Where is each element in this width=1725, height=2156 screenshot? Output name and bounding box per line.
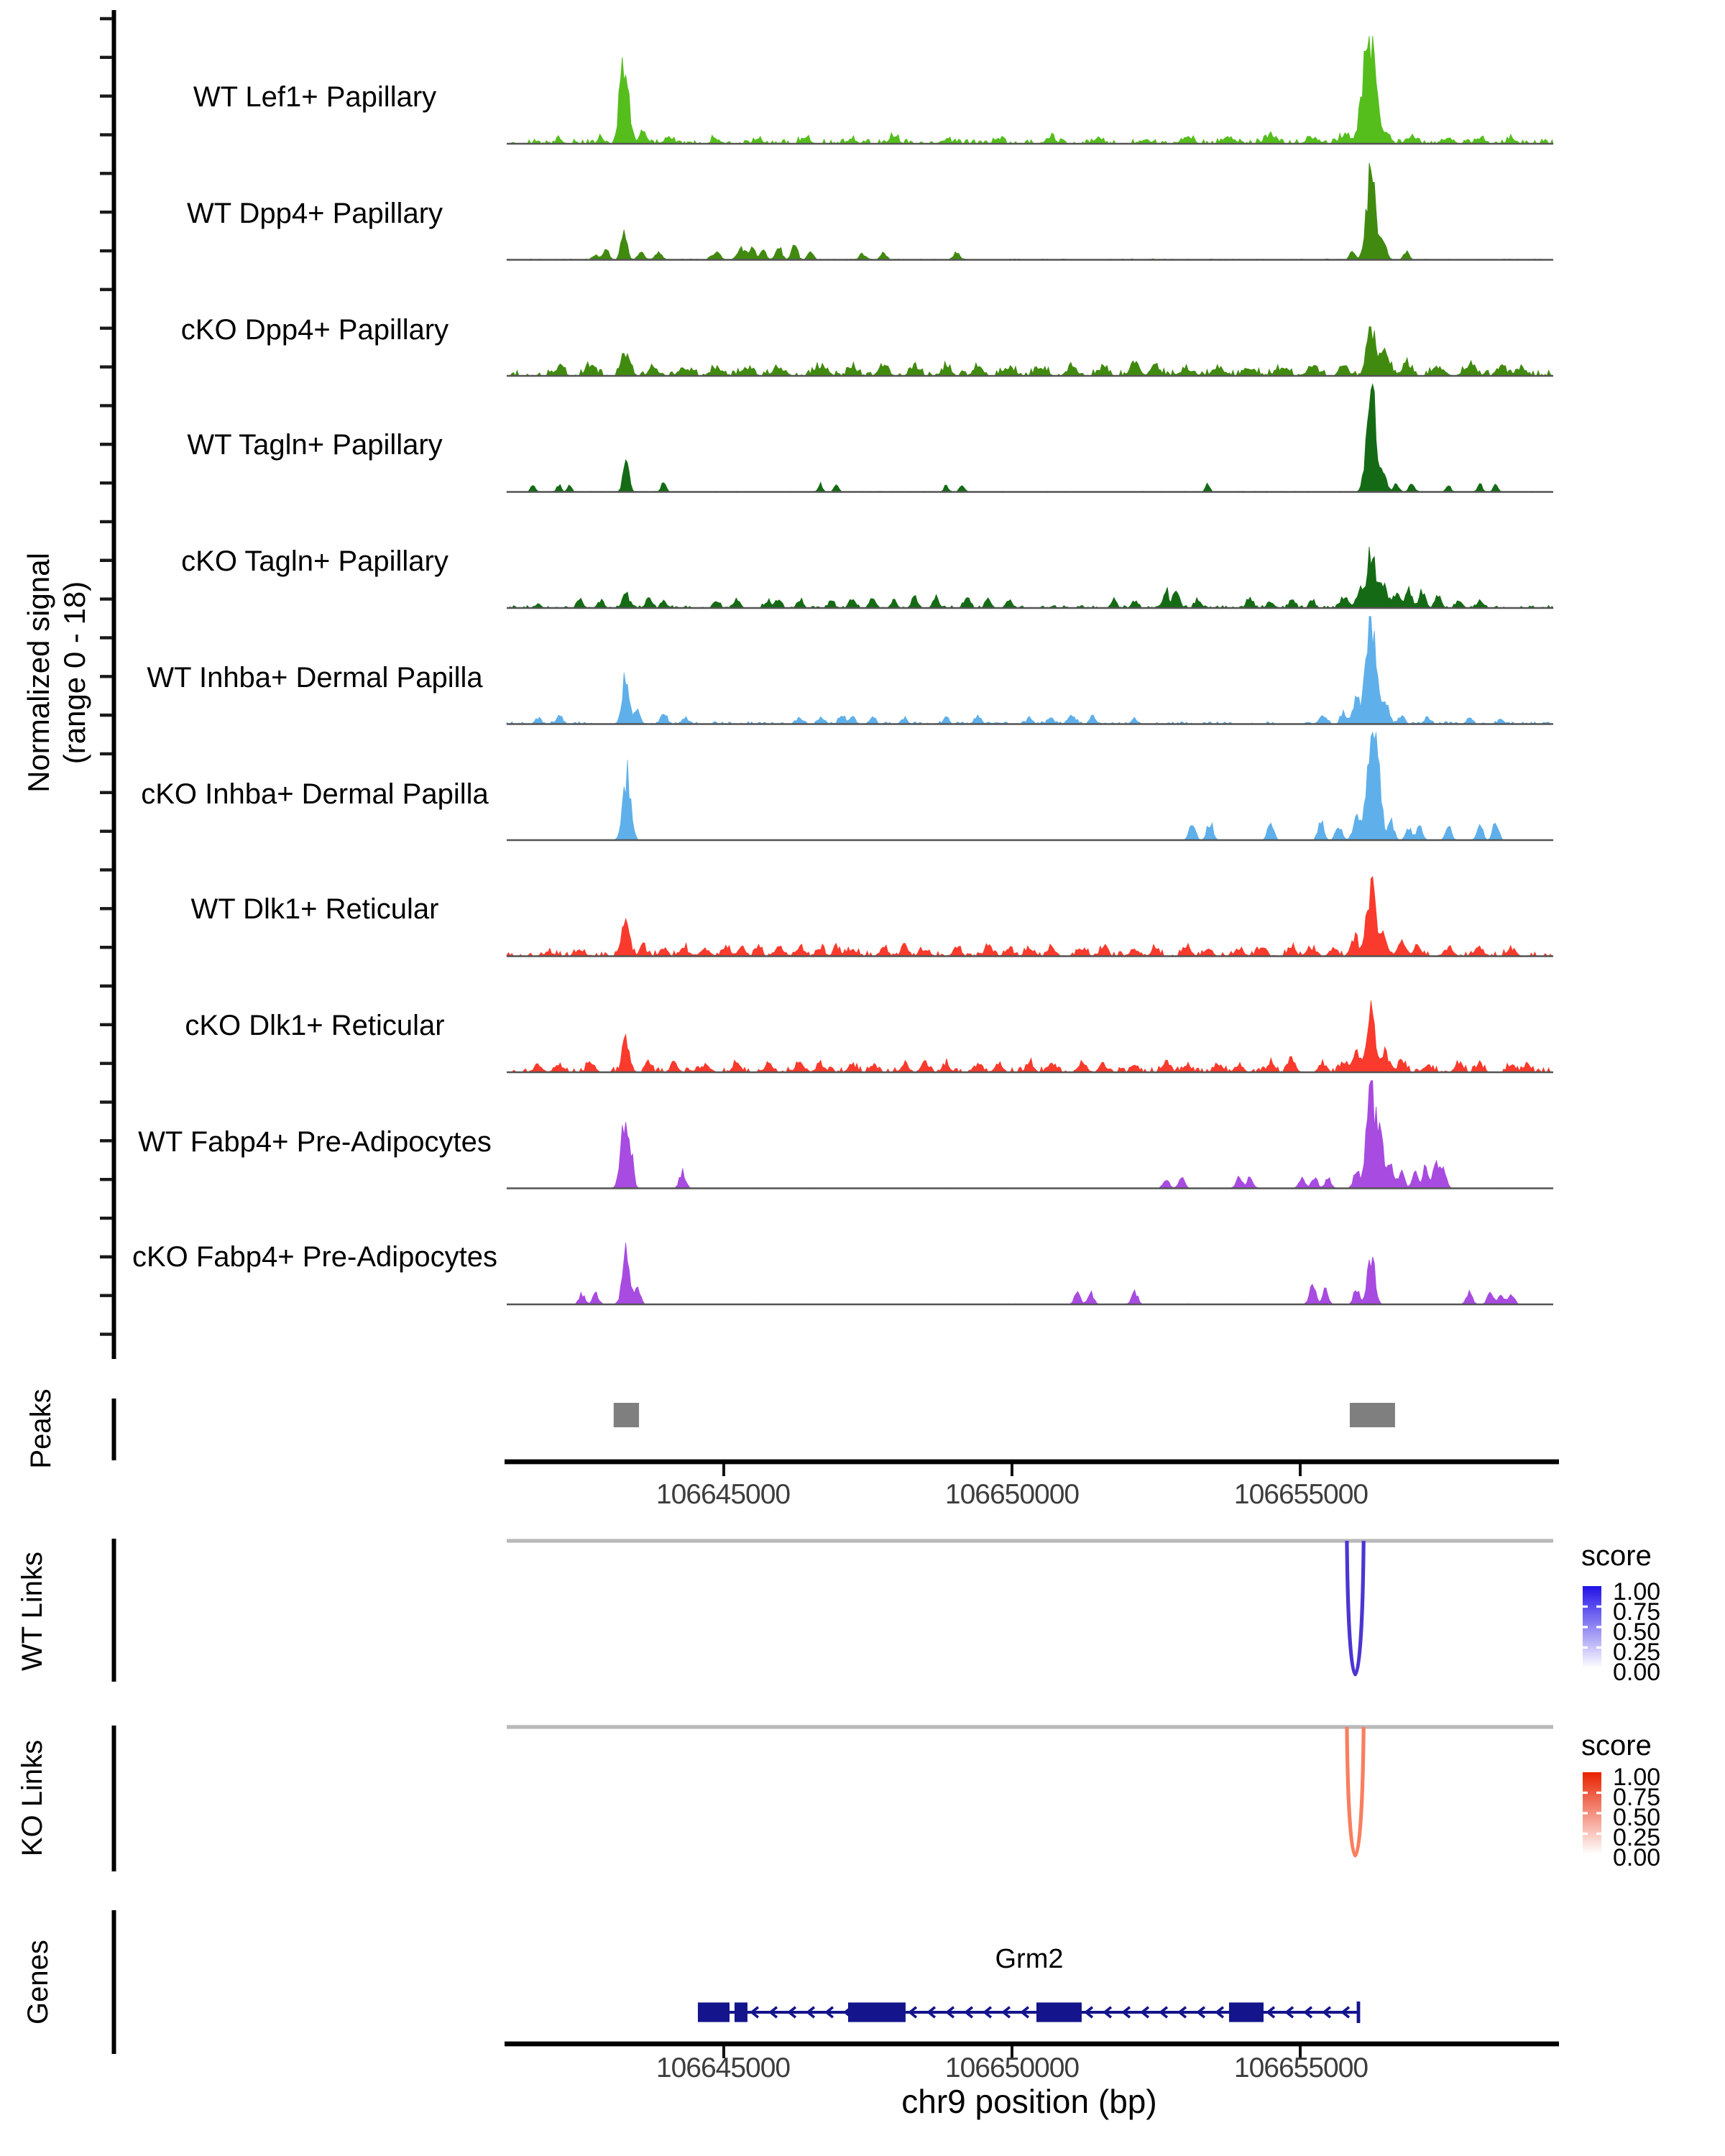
y-axis-label-line1: Normalized signal (23, 553, 56, 793)
track-label-cko-tagln: cKO Tagln+ Papillary (181, 546, 448, 578)
row-label-peaks: Peaks (26, 1388, 58, 1469)
wt-score-tick-050: 0.50 (1613, 1618, 1661, 1646)
track-label-wt-inhba: WT Inhba+ Dermal Papilla (147, 663, 483, 694)
ko-score-tick-025: 0.25 (1613, 1824, 1661, 1851)
peak-interval-1 (1350, 1403, 1395, 1427)
coverage-track-7 (507, 877, 1553, 957)
row-label-ko-links: KO Links (17, 1739, 49, 1857)
track-label-cko-fabp4: cKO Fabp4+ Pre-Adipocytes (132, 1242, 497, 1273)
row-label-wt-links: WT Links (17, 1552, 49, 1671)
x-tick-2-axis2: 106650000 (944, 2053, 1080, 2084)
x-axis-upper (505, 1462, 1559, 1476)
x-axis-title: chr9 position (bp) (901, 2083, 1157, 2120)
gene-exon-4 (1229, 2002, 1264, 2022)
coverage-track-9 (507, 1081, 1553, 1189)
track-label-cko-dpp4: cKO Dpp4+ Papillary (180, 315, 449, 346)
gene-exon-3 (1036, 2002, 1082, 2022)
coverage-track-8 (507, 1000, 1553, 1072)
ko-score-tick-100: 1.00 (1613, 1764, 1661, 1791)
coverage-track-5 (507, 617, 1553, 724)
track-label-cko-dlk1: cKO Dlk1+ Reticular (185, 1010, 445, 1042)
coverage-track-2 (507, 327, 1553, 376)
track-label-wt-lef1: WT Lef1+ Papillary (193, 82, 437, 114)
ko-score-legend-title: score (1581, 1731, 1652, 1762)
coverage-track-0 (507, 36, 1553, 144)
coverage-track-6 (507, 732, 1553, 840)
peaks-row (114, 1399, 1395, 1460)
coverage-track-4 (507, 547, 1553, 608)
x-tick-1-axis1: 106645000 (656, 1479, 791, 1511)
ko-score-gradient-bar (1583, 1772, 1601, 1854)
track-label-wt-fabp4: WT Fabp4+ Pre-Adipocytes (138, 1127, 492, 1158)
gene-model-grm2 (114, 1910, 1358, 2054)
wt-score-tick-025: 0.25 (1613, 1639, 1661, 1666)
x-tick-3-axis2: 106655000 (1233, 2053, 1368, 2084)
coverage-track-10 (507, 1243, 1553, 1304)
x-tick-3-axis1: 106655000 (1233, 1479, 1368, 1511)
ko-score-tick-000: 0.00 (1613, 1844, 1661, 1871)
peak-interval-0 (614, 1403, 639, 1427)
track-label-wt-tagln: WT Tagln+ Papillary (187, 430, 443, 461)
ko-score-tick-050: 0.50 (1613, 1804, 1661, 1831)
wt-links-panel (114, 1539, 1554, 1682)
track-label-wt-dlk1: WT Dlk1+ Reticular (190, 894, 439, 926)
wt-score-tick-000: 0.00 (1613, 1659, 1661, 1686)
x-tick-1-axis2: 106645000 (656, 2053, 791, 2084)
y-axis-label-line2: (range 0 - 18) (59, 581, 92, 765)
track-label-cko-inhba: cKO Inhba+ Dermal Papilla (141, 779, 489, 811)
wt-links-panel-arc (1347, 1541, 1363, 1674)
ko-score-tick-075: 0.75 (1613, 1784, 1661, 1811)
ko-links-panel (114, 1726, 1554, 1871)
track-label-wt-dpp4: WT Dpp4+ Papillary (186, 198, 443, 230)
x-tick-2-axis1: 106650000 (944, 1479, 1080, 1511)
coverage-track-3 (507, 384, 1553, 492)
ko-links-panel-arc (1347, 1727, 1363, 1856)
wt-score-tick-075: 0.75 (1613, 1598, 1661, 1626)
row-label-genes: Genes (23, 1940, 55, 2024)
coverage-track-1 (507, 163, 1553, 260)
gene-exon-1 (735, 2002, 748, 2022)
gene-exon-2 (848, 2002, 906, 2022)
gene-exon-0 (698, 2002, 730, 2022)
wt-score-legend-title: score (1581, 1541, 1652, 1572)
wt-score-gradient-bar (1583, 1586, 1601, 1668)
wt-score-tick-100: 1.00 (1613, 1578, 1661, 1606)
gene-name-label: Grm2 (995, 1945, 1064, 1975)
